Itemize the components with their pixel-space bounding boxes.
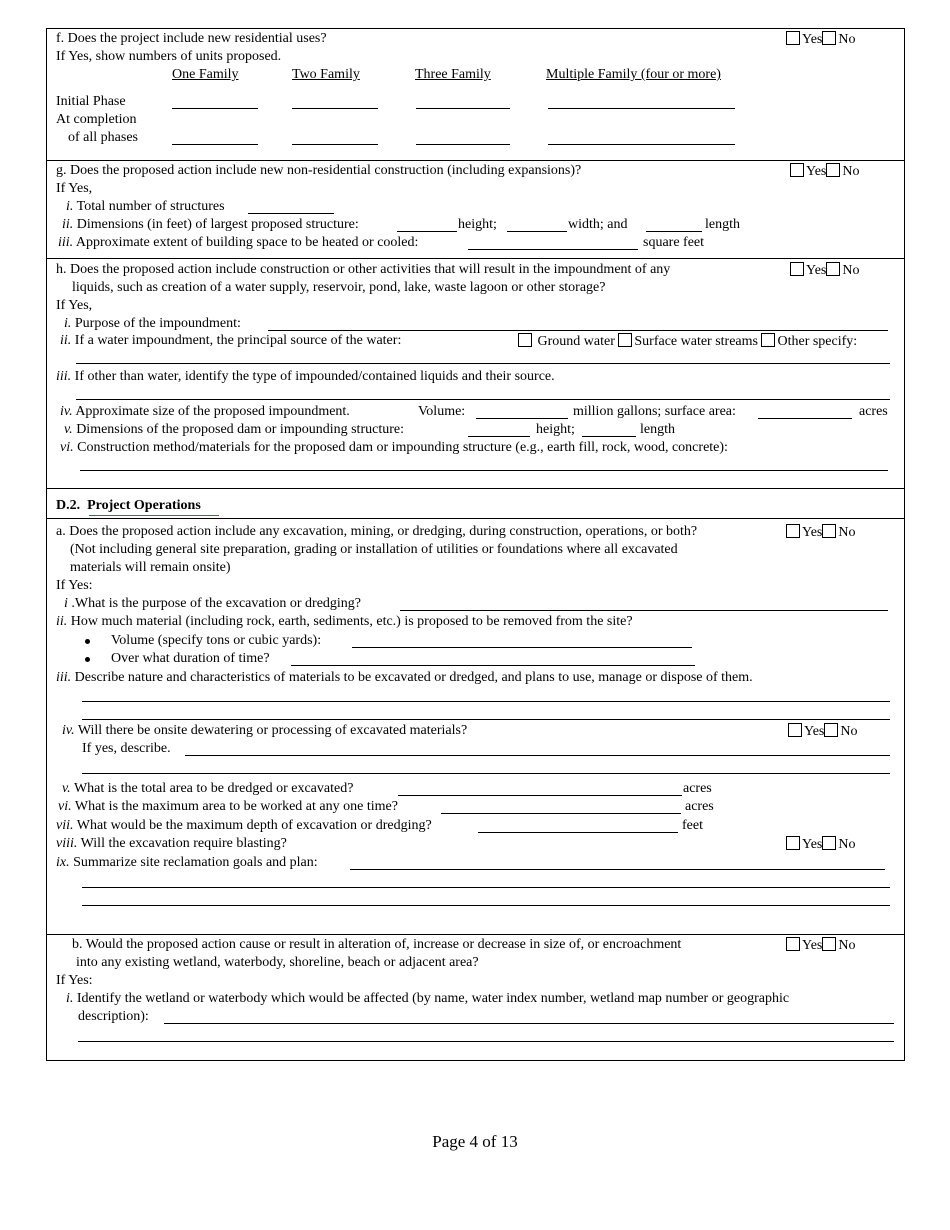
divider-d2 <box>46 488 905 489</box>
no-checkbox-h[interactable] <box>826 262 840 276</box>
question-f: f. Does the project include new residential uses? <box>56 31 327 46</box>
heading-underline <box>89 515 219 516</box>
question-b-line1: b. Would the proposed action cause or result in alteration of, increase or decrease in size of, or encroachment <box>72 937 682 952</box>
h-item-ii: ii. If a water impoundment, the principal source of the water: <box>60 333 402 348</box>
input-dam-height[interactable] <box>468 436 530 437</box>
input-impoundment-purpose[interactable] <box>268 330 888 331</box>
divider-a <box>46 518 905 519</box>
yes-checkbox-f[interactable] <box>786 31 800 45</box>
other-source-checkbox[interactable] <box>761 333 775 347</box>
yes-no-blasting: Yes No <box>786 836 856 853</box>
label-acres-h: acres <box>859 404 888 419</box>
label-acres-max: acres <box>685 799 714 814</box>
b-item-i-description: description): <box>78 1009 149 1024</box>
question-a-line3: materials will remain onsite) <box>70 560 231 575</box>
a-item-v: v. What is the total area to be dredged or excavated? <box>62 781 354 796</box>
question-g: g. Does the proposed action include new non-residential construction (including expansions)? <box>56 163 582 178</box>
yes-no-f: Yes No <box>786 31 856 48</box>
input-initial-one[interactable] <box>172 108 258 109</box>
yes-checkbox-blasting[interactable] <box>786 836 800 850</box>
no-checkbox-g[interactable] <box>826 163 840 177</box>
g-item-iii: iii. Approximate extent of building space to be heated or cooled: <box>58 235 419 250</box>
a-item-viii: viii. Will the excavation require blasting? <box>56 836 287 851</box>
yes-checkbox-h[interactable] <box>790 262 804 276</box>
input-dewatering-description[interactable] <box>185 755 890 756</box>
a-item-vii: vii. What would be the maximum depth of excavation or dredging? <box>56 818 432 833</box>
label-volume: Volume: <box>418 404 466 419</box>
input-duration[interactable] <box>291 665 695 666</box>
label-feet: feet <box>682 818 703 833</box>
yes-checkbox-b[interactable] <box>786 937 800 951</box>
label-dam-height: height; <box>536 422 575 437</box>
question-b-line2: into any existing wetland, waterbody, shoreline, beach or adjacent area? <box>76 955 479 970</box>
yes-no-b: Yes No <box>786 937 856 954</box>
input-dam-length[interactable] <box>582 436 636 437</box>
question-h-line1: h. Does the proposed action include construction or other activities that will result in the impoundment of any <box>56 262 671 277</box>
input-initial-three[interactable] <box>416 108 510 109</box>
a-item-iv: iv. Will there be onsite dewatering or processing of excavated materials? <box>62 723 468 738</box>
g-item-ii: ii. Dimensions (in feet) of largest proposed structure: <box>62 217 359 232</box>
a-item-ix: ix. Summarize site reclamation goals and plan: <box>56 855 318 870</box>
question-h-line2: liquids, such as creation of a water supply, reservoir, pond, lake, waste lagoon or other storage? <box>72 280 606 295</box>
b-if-yes: If Yes: <box>56 973 93 988</box>
question-a-line1: a. Does the proposed action include any excavation, mining, or dredging, during construction, operations, or both? <box>56 524 698 539</box>
input-structure-width[interactable] <box>507 231 567 232</box>
b-item-i: i. Identify the wetland or waterbody which would be affected (by name, water index number, wetland map number or geographic <box>66 991 790 1006</box>
input-structure-height[interactable] <box>397 231 457 232</box>
input-materials-line2[interactable] <box>82 719 890 720</box>
input-reclamation-line3[interactable] <box>82 905 890 906</box>
a-item-i: i .What is the purpose of the excavation or dredging? <box>64 596 362 611</box>
input-wetland-description[interactable] <box>164 1023 894 1024</box>
no-checkbox-a[interactable] <box>822 524 836 538</box>
yes-no-a: Yes No <box>786 524 856 541</box>
h-item-i: i. Purpose of the impoundment: <box>64 316 241 331</box>
input-completion-three[interactable] <box>416 144 510 145</box>
yes-checkbox-a[interactable] <box>786 524 800 538</box>
h-item-v: v. Dimensions of the proposed dam or impounding structure: <box>64 422 404 437</box>
input-max-area[interactable] <box>441 813 681 814</box>
input-completion-two[interactable] <box>292 144 378 145</box>
input-reclamation-line2[interactable] <box>82 887 890 888</box>
divider-h <box>46 258 905 259</box>
row-at-completion: At completion <box>56 112 137 127</box>
question-a-line2: (Not including general site preparation, grading or installation of utilities or foundations where all excavated <box>70 542 678 557</box>
input-completion-one[interactable] <box>172 144 258 145</box>
section-d2-heading: D.2. Project Operations <box>56 498 201 513</box>
col-one-family: One Family <box>172 67 239 82</box>
label-dam-length: length <box>640 422 675 437</box>
input-total-area[interactable] <box>398 795 682 796</box>
input-building-space[interactable] <box>468 249 638 250</box>
col-two-family: Two Family <box>292 67 360 82</box>
label-square-feet: square feet <box>643 235 705 250</box>
no-checkbox-blasting[interactable] <box>822 836 836 850</box>
no-checkbox-dewatering[interactable] <box>824 723 838 737</box>
label-surface-area: million gallons; surface area: <box>573 404 736 419</box>
yes-no-dewatering: Yes No <box>788 723 858 740</box>
input-volume-removed[interactable] <box>352 647 692 648</box>
col-three-family: Three Family <box>415 67 491 82</box>
input-completion-multiple[interactable] <box>548 144 735 145</box>
divider-g <box>46 160 905 161</box>
input-max-depth[interactable] <box>478 832 678 833</box>
input-dewatering-description-2[interactable] <box>82 773 890 774</box>
ground-water-checkbox[interactable] <box>518 333 532 347</box>
a-if-yes: If Yes: <box>56 578 93 593</box>
water-source-options: Ground water Surface water streams Other specify: <box>518 333 857 350</box>
input-volume[interactable] <box>476 418 568 419</box>
a-item-vi: vi. What is the maximum area to be worked at any one time? <box>58 799 398 814</box>
a-item-iii: iii. Describe nature and characteristics of materials to be excavated or dredged, and plans to use, manage or dispose of them. <box>56 670 753 685</box>
h-if-yes: If Yes, <box>56 298 93 313</box>
h-item-iv: iv. Approximate size of the proposed impoundment. <box>60 404 350 419</box>
h-item-iii: iii. If other than water, identify the type of impounded/contained liquids and their source. <box>56 369 555 384</box>
yes-checkbox-g[interactable] <box>790 163 804 177</box>
yes-no-g: Yes No <box>790 163 860 180</box>
yes-checkbox-dewatering[interactable] <box>788 723 802 737</box>
input-initial-two[interactable] <box>292 108 378 109</box>
surface-water-checkbox[interactable] <box>618 333 632 347</box>
a-bullet-duration: Over what duration of time? <box>111 651 270 666</box>
input-initial-multiple[interactable] <box>548 108 735 109</box>
col-multiple-family: Multiple Family (four or more) <box>546 67 721 82</box>
g-if-yes: If Yes, <box>56 181 93 196</box>
no-checkbox-f[interactable] <box>822 31 836 45</box>
yes-no-h: Yes No <box>790 262 860 279</box>
input-materials-line1[interactable] <box>82 701 890 702</box>
g-item-i: i. Total number of structures <box>66 199 225 214</box>
input-surface-area[interactable] <box>758 418 852 419</box>
label-width: width; and <box>568 217 628 232</box>
input-structure-length[interactable] <box>646 231 702 232</box>
f-subtext: If Yes, show numbers of units proposed. <box>56 49 282 64</box>
bullet-icon <box>85 639 90 644</box>
input-total-structures[interactable] <box>248 213 334 214</box>
divider-b <box>46 934 905 935</box>
input-wetland-description-2[interactable] <box>78 1041 894 1042</box>
a-iv-describe: If yes, describe. <box>82 741 171 756</box>
label-acres-total: acres <box>683 781 712 796</box>
label-height: height; <box>458 217 497 232</box>
input-excavation-purpose[interactable] <box>400 610 888 611</box>
a-bullet-volume: Volume (specify tons or cubic yards): <box>111 633 322 648</box>
input-liquids-source[interactable] <box>76 399 890 400</box>
no-checkbox-b[interactable] <box>822 937 836 951</box>
input-other-source[interactable] <box>76 363 890 364</box>
row-initial-phase: Initial Phase <box>56 94 126 109</box>
page-number: Page 4 of 13 <box>432 1132 518 1151</box>
input-construction-method[interactable] <box>80 470 888 471</box>
input-reclamation-line1[interactable] <box>350 869 885 870</box>
label-length: length <box>705 217 740 232</box>
a-item-ii: ii. How much material (including rock, earth, sediments, etc.) is proposed to be removed from the site? <box>56 614 633 629</box>
bullet-icon <box>85 657 90 662</box>
row-all-phases: of all phases <box>68 130 138 145</box>
h-item-vi: vi. Construction method/materials for the proposed dam or impounding structure (e.g., earth fill, rock, wood, concrete): <box>60 440 728 455</box>
